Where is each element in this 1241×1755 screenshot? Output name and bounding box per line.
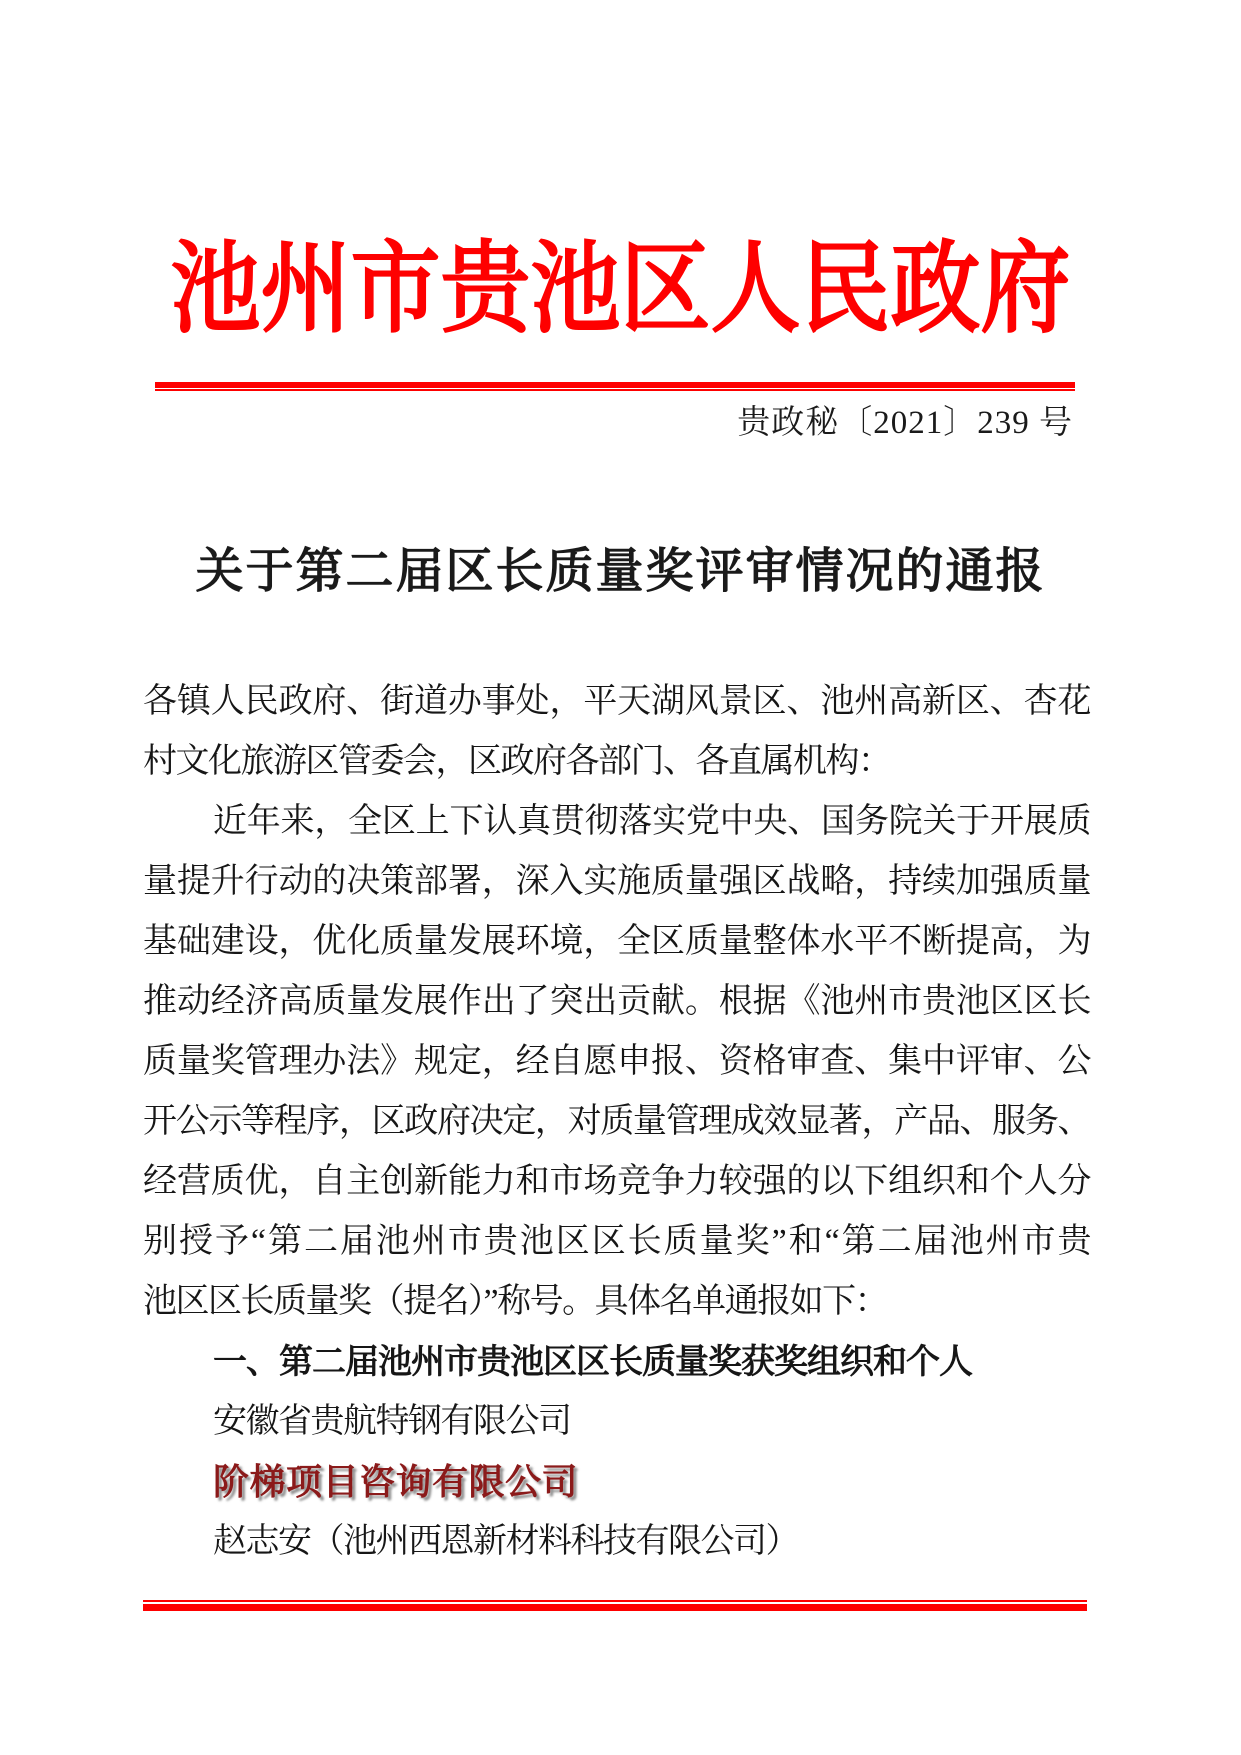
document-body <box>143 672 1090 1572</box>
salutation-line: 村文化旅游区管委会，区政府各部门、各直属机构： <box>143 743 891 780</box>
paragraph-line: 推动经济高质量发展作出了突出贡献。根据《池州市贵池区区长 <box>143 983 1090 1020</box>
paragraph-line: 池区区长质量奖（提名）”称号。具体名单通报如下： <box>143 1283 888 1320</box>
paragraph-line: 质量奖管理办法》规定，经自愿申报、资格审查、集中评审、公 <box>143 1043 1090 1080</box>
paragraph-line: 经营质优，自主创新能力和市场竞争力较强的以下组织和个人分 <box>143 1163 1090 1200</box>
agency-masthead-title: 池州市贵池区人民政府 <box>170 234 1071 345</box>
footer-divider-thin-line <box>143 1600 1087 1602</box>
header-divider-thick-line <box>155 382 1075 388</box>
paragraph-line: 开公示等程序，区政府决定，对质量管理成效显著，产品、服务、 <box>143 1103 1090 1140</box>
winner-person: 赵志安（池州西恩新材料科技有限公司） <box>213 1523 798 1560</box>
paragraph-line: 近年来，全区上下认真贯彻落实党中央、国务院关于开展质 <box>213 803 1090 840</box>
document-reference-number: 贵政秘〔2021〕239 号 <box>737 405 1073 441</box>
section-heading: 一、第二届池州市贵池区区长质量奖获奖组织和个人 <box>213 1343 972 1381</box>
footer-divider-thick-line <box>143 1604 1087 1611</box>
paragraph-line: 别授予“第二届池州市贵池区区长质量奖”和“第二届池州市贵 <box>143 1223 1090 1260</box>
paragraph-line: 量提升行动的决策部署，深入实施质量强区战略，持续加强质量 <box>143 863 1090 900</box>
header-divider-thin-line <box>155 389 1075 391</box>
document-title: 关于第二届区长质量奖评审情况的通报 <box>195 545 1046 598</box>
winner-company-highlighted: 阶梯项目咨询有限公司 <box>213 1462 579 1502</box>
header-divider <box>155 382 1075 391</box>
winner-company: 安徽省贵航特钢有限公司 <box>213 1403 571 1440</box>
footer-divider <box>143 1600 1087 1611</box>
paragraph-line: 基础建设，优化质量发展环境，全区质量整体水平不断提高，为 <box>143 923 1090 960</box>
salutation-line: 各镇人民政府、街道办事处，平天湖风景区、池州高新区、杏花 <box>143 683 1090 720</box>
